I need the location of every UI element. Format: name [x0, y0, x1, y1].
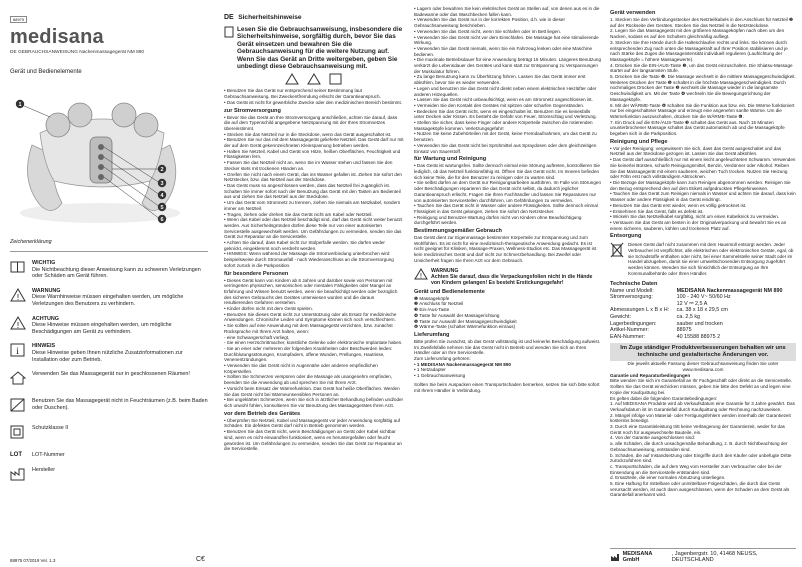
control-item: ❸ Ein-/Aus-Taste — [414, 307, 450, 313]
step: 3. Stecken Sie Ihre Hände durch die Halteschlaufen rechts und links. Sie können durch entsprechenden Zug nach unten die Massagekraft auf Ihrer Position stabilisieren und je nach Stärke des Zuges die Massageintensität individuell regulieren (Laufrichtung der Massageköpfe = höhere Massagewerte). — [610, 39, 788, 62]
symbol-manufacturer — [10, 467, 208, 486]
list-item: • Fassen Sie das Netzteil nicht an, wenn Sie im Wasser stehen und fassen Sie den Stecker stets mit trockenen Händen an. — [224, 160, 393, 171]
list-item: • Wickeln Sie das Netzteilkabel sorgfältig, nicht um einen Kabelknick zu vermeiden. — [610, 214, 780, 220]
list-item: - Sie einen Herzschrittmacher, künstliche Gelenke oder elektronische Implantate haben. — [224, 340, 403, 346]
list-item: • Benutzen Sie das Gerät erst wieder, wenn es völlig getrocknet ist. — [610, 202, 747, 208]
step: 6. Mit der WÄRME-Taste ❻ schalten Sie die Funktion aus bzw. ein. Die Wärme funktioniert nur bei eingeschalteter Massage und erzeugt eine angenehm sanfte Wärme. Um die Wärmefunktion auszuschalten, drücken Sie die WÄRME-Taste ❻. — [610, 102, 795, 119]
crossed-bin-icon — [610, 242, 624, 258]
operation-column — [606, 0, 802, 567]
subheading-garantie: Garantie und Reparaturbedingungen — [610, 372, 691, 378]
paragraph: • Das Gerät ist nicht für gewerbliche Zwecke oder den medizinischen Bereich bestimmt. — [224, 99, 403, 105]
list-item: • Benutzen Sie das Gerät nicht, wenn Beschädigungen an Gerät oder Kabel sichtbar sind, wenn es nicht einwandfrei funktioniert, wenn es heruntergefallen oder feucht geworden ist. Um Gefährdungen zu vermeiden, senden Sie das Gerät zur Reparatur an die Servicestelle. — [224, 429, 402, 452]
list-item: • Tauchen Sie das Gerät nicht in Wasser oder andere Flüssigkeiten. Sollte dennoch einmal Flüssigkeit in das Gerät gelangen, ziehen Sie sofort den Netzstecker. — [414, 203, 598, 214]
warranty-text: 5. Eine Haftung für mittelbare oder unmittelbare Folgeschäden, die durch das Gerät verursacht werden, ist auch dann ausgeschlossen, wenn der Schaden an dem Gerät als Garantiefall anerkannt wird. — [610, 481, 790, 498]
step: 5. Drücken Sie die Taste ❺. Die Massage wechselt in die mittlere Massagegeschwindigkeit. Weiteres Drücken der Taste ❺ schaltet in die höchste Massagegeschwindigkeit. Durch nochmaliges Drücken der Taste ❺ wechselt die Massage wieder in die langsamste Geschwindigkeit um. Mit der Taste ❹ wechseln Sie die Bewegungsrichtung der Massageköpfe. — [610, 74, 796, 102]
list-item: • Sie selbst dürfen an dem Gerät nur Reinigungsarbeiten ausführen. Im Falle von Störungen oder Beschädigungen reparieren Sie das Gerät nicht selbst, da dadurch jeglicher Garantieanspruch erlischt. Fragen Sie Ihren Fachhändler und lassen Sie Reparaturen nur von autorisierten Servicestellen durchführen, um Gefährdungen zu vermeiden. — [414, 180, 601, 203]
lot-icon: LOT — [10, 452, 22, 459]
step: 1. Stecken Sie den Verbindungsstecker des Netzteilkabels in den Anschluss für Netzteil ❷ auf der Rückseite des Gerätes. Stecken Sie das Netzteil in die Netzsteckdose. — [610, 17, 794, 28]
table-row: Gewicht: ca. 2,5 kg — [610, 313, 701, 320]
warranty-text: c. Transportschäden, die auf dem Weg vom Hersteller zum Verbraucher oder bei der Einsendung an die Servicestelle entstanden sind. — [610, 463, 782, 475]
list-item: • Legen und benutzen Sie das Gerät nicht direkt neben einem elektrischen Heizlüfter oder anderen Hitzequellen. — [414, 85, 597, 97]
symbol-label: HINWEIS — [32, 343, 56, 350]
table-row: Abmessungen L x B x H: ca. 38 x 18 x 29,5 cm — [610, 307, 728, 314]
symbol-text: Verwenden Sie das Massagegerät nur in geschlossenen Räumen! — [32, 371, 190, 378]
warning-icons — [224, 73, 404, 85]
symbol-text: LOT-Nummer — [32, 452, 65, 459]
no-shower-icon — [10, 398, 26, 412]
warning-text: Achten Sie darauf, dass die Verpackungsfolien nicht in die Hände von Kindern gelangen! Es besteht Erstickungsgefahr! — [431, 273, 593, 287]
list-item: • Sollten Sie Schmerzen verspüren oder die Massage als unangenehm empfinden, beenden Sie die Anwendung ab und sprechen Sie mit Ihrem Arzt. — [224, 374, 393, 386]
subheading-betrieb: vor dem Betrieb des Gerätes — [224, 410, 301, 417]
list-item: • 1 Gebrauchsanweisung — [414, 373, 466, 379]
paragraph: • Benutzen Sie das Gerät nur entsprechend seiner Bestimmung laut Gebrauchsanweisung. Bei Zweckentfremdung erlischt der Garantieanspruch. — [224, 88, 381, 100]
list-item: • Verwenden Sie das Gerät niemals, wenn Sie ein Fahrzeug lenken oder eine Maschine bedienen. — [414, 45, 593, 57]
caution-triangle-icon — [307, 73, 321, 85]
list-item: • Verwenden Sie das Gerät nicht in Augennähe oder anderen empfindlichen Körperstellen. — [224, 363, 378, 374]
symbol-text: Benutzen Sie das Massagegerät nicht in Feuchträumen (z.B. beim Baden oder Duschen). — [32, 398, 208, 411]
step: 7. Ein Druck auf die EIN-/AUS-Taste ❸ schaltet das Gerät aus. Nach 15 Minuten ununterbrochener Massage schaltet das Gerät automatisch ab und die Massageköpfe begeben sich in die Parkposition. — [610, 119, 785, 137]
warranty-text: b. Schäden, die auf Instandsetzung oder Eingriffe durch den Käufer oder unbefugte Dritte zurückzuführen sind. — [610, 452, 792, 464]
svg-text:!: ! — [420, 272, 422, 280]
safety-column — [218, 0, 408, 567]
version-footer: 88975 07/2019 Ver. 1.3 — [10, 558, 56, 563]
symbol-lot — [10, 452, 208, 459]
list-item: • Dieses Gerät kann von Kindern ab 8 Jahren und darüber sowie von Personen mit verringerten physischen, sensorischen oder mentalen Fähigkeiten oder Mangel an Erfahrung und Wissen benutzt werden, wenn sie beaufsichtigt werden oder bezüglich des sicheren Gebrauchs des Gerätes unterwiesen wurden und die daraus resultierenden Gefahren verstehen. — [224, 277, 398, 306]
paragraph: Das Gerät dient zur Eigenmassage bestimmter Körperteile zur Entspannung und zum Wohlfühlen. Es ist nicht für eine medizinisch-therapeutische Anwendung gedacht. Es ist nicht geeignet für Kliniken, Massage-Praxen, Wellness-Studios etc. Das Massagegerät ist kein medizinisches Gerät und darf nicht zur Schmerzbehandlung. Bei Zweifel oder Unsicherheit fragen Sie Ihren Arzt vor dem Gebrauch. — [414, 235, 597, 263]
section-title: Sicherheitshinweise — [238, 14, 302, 21]
symbol-class2 — [10, 425, 208, 444]
symbol-warnung — [10, 288, 208, 308]
symbol-no-wet — [10, 398, 208, 417]
list-item: • Um das Gerät vom Stromnetz zu trennen, ziehen Sie niemals am Netzkabel, sondern immer am Netzteil. — [224, 200, 401, 211]
list-item: • Benutzen Sie nur das mit dem Massagegerät gelieferte Netzteil. Das Gerät darf nur mit der auf dem Gerät gekennzeichneten Kleinspannung betrieben werden. — [224, 137, 404, 149]
symbol-hinweis — [10, 343, 208, 363]
table-row: Artikel-Nummer: 88975 — [610, 327, 692, 334]
warranty-text: Bitte wenden Sie sich im Garantiefall an Ihr Fachgeschäft oder direkt an die Servicestelle. Sollten Sie das Gerät einschicken müssen, geben Sie bitte den Defekt an und legen eine Kopie der Kaufquittung bei. — [610, 378, 793, 395]
subheading-bestimmung: Bestimmungsgemäßer Gebrauch — [414, 228, 502, 235]
list-item: • Bei ungeklärten Schmerzen, wenn Sie sich in ärztlicher Behandlung befinden und/oder sich unwohl fühlen, konsultieren Sie vor Benutzung des Massagegerätes Ihren Arzt. — [224, 397, 404, 408]
list-item: • Wenn das Kabel oder das Netzteil beschädigt sind, darf das Gerät nicht weiter benutzt werden. Aus Sicherheitsgründen dürfen diese Teile nur von einer autorisierten Servicestelle ausgewechselt werden. Um Gefährdungen zu vermeiden, senden Sie das Gerät zur Reparatur an die Servicestelle. — [224, 217, 403, 240]
book-icon — [224, 26, 234, 38]
list-item: • Vermeiden Sie den Kontakt des Gerätes mit spitzen oder scharfen Gegenständen. — [414, 102, 585, 108]
list-item: • Bedecken Sie das Gerät nicht, wenn es eingeschaltet ist. Benutzen Sie es keinesfalls unter Decken oder Kissen. Es besteht die Gefahr von Feuer, Stromschlag und Verletzung. — [414, 108, 597, 120]
book-icon — [10, 261, 26, 273]
subheading-technik: Technische Daten — [610, 280, 658, 287]
callout-1: 1 — [18, 102, 22, 108]
warranty-text: 1. Auf MEDISANA Produkte wird ab Verkaufsdatum eine Garantie für 3 Jahre gewährt. Das Verkaufsdatum ist im Garantiefall durch Kaufquittung oder Rechnung nachzuweisen. — [610, 401, 795, 412]
device-title: Gerät und Bedienelemente — [10, 69, 82, 75]
table-row: Stromversorgung: 100 - 240 V~ 50/60 Hz — [610, 294, 731, 301]
paragraph: Sollten Sie beim Auspacken einen Transportschaden bemerken, setzen Sie sich bitte sofort mit Ihrem Händler in Verbindung. — [414, 381, 600, 393]
list-item: • Verwenden Sie das Gerät nicht bei Sprühmittel aus Spraydosen oder dem gleichzeitigen Einsatz von Sauerstoff. — [414, 142, 597, 154]
subheading-verwenden: Gerät verwenden — [610, 10, 656, 16]
list-item: • Bevor Sie das Gerät an Ihre Stromversorgung anschließen, achten Sie darauf, dass die auf dem Typenschild angegebene Netzspannung mit der Ihres Stromnetzes übereinstimmt. — [224, 114, 398, 131]
symbol-text: Diese Hinweise müssen eingehalten werden, um mögliche Beschädigungen am Gerät zu verhindern. — [32, 322, 172, 335]
warranty-text: 3. Durch eine Garantieleistung tritt keine Verlängerung der Garantiezeit, weder für das Gerät noch für ausgewechselte Bauteile, ein. — [610, 424, 785, 435]
table-row: Name und Modell: MEDISANA Nackenmassagegerät NM 890 — [610, 287, 783, 294]
list-item: • Das Gerät ist wartungsfrei. Sollte dennoch einmal eine Störung auftreten, kontrollieren Sie lediglich, ob das Netzteil funktionsfähig ist. Öffnen Sie das Gerät nicht. Im Inneren befinden sich keine Teile, die für den Benutzer zu reinigen oder zu warten sind. — [414, 163, 600, 180]
list-item: • Das Gerät darf ausschließlich nur mit einem leicht angefeuchteten Schwamm. Verwenden Sie keinerlei Bürsten, scharfe Reinigungsmittel, Benzin, Verdünner oder Alkohol. Reiben Sie das Massagegerät mit einem sauberen, weichen Tuch trocken. Nutzen Sie Heizung oder Föhn erst nach vollständigem Abtrocknen. — [610, 157, 796, 180]
manufacturer-footer — [610, 548, 796, 563]
warranty-text: d. Ersatzteile, die einer normalen Abnutzung unterliegen. — [610, 475, 726, 481]
list-item: • Achten Sie darauf, dass Kabel nicht zur Stolperfalle werden. Sie dürfen weder geknickt, eingeklemmt noch verdreht werden. — [224, 240, 385, 251]
symbol-label: WARNUNG — [32, 287, 61, 294]
control-item: ❷ Anschluss für Netzteil — [414, 301, 464, 307]
subheading-wartung: für Wartung und Reinigung — [414, 156, 487, 163]
packaging-warning — [414, 268, 602, 287]
symbol-text: Hersteller — [32, 466, 56, 473]
symbol-indoor — [10, 371, 208, 390]
svg-text:!: ! — [16, 320, 20, 330]
control-item: ❹ Taste für Auswahl der Massagerichtung — [414, 312, 500, 318]
brand-logo: medisana — [10, 26, 104, 48]
list-item: • Kinder dürfen nicht mit dem Gerät spielen. — [224, 306, 313, 312]
callout-2: 2 — [160, 167, 164, 173]
list-item: • Stellen Sie sicher, dass keine Finger oder andere Körperteile zwischen die rotierenden Massageköpfe kommen. Verletzungsgefahr! — [414, 120, 593, 131]
legend-caption: Zeichenerklärung — [10, 239, 52, 245]
callout-4: 4 — [160, 193, 164, 199]
step: 4. Drücken Sie die EIN-/AUS-Taste ❸, um das Gerät einzuschalten. Die Shiatsu-Massage startet auf der langsamsten Stufe. — [610, 62, 793, 74]
cover-column — [0, 0, 218, 567]
change-notice-banner: Im Zuge ständiger Produktverbesserungen behalten wir uns technische und gestalterische Änderungen vor. — [610, 343, 796, 361]
table-row: EAN-Nummer: 40 15588 88975 2 — [610, 333, 721, 340]
callout-6: 6 — [160, 217, 164, 223]
svg-text:!: ! — [16, 292, 20, 302]
website-line[interactable]: Die jeweils aktuelle Fassung dieser Gebrauchsanweisung finden Sie unter www.medisana.com — [627, 361, 779, 372]
info-icon — [10, 343, 26, 357]
list-item: • Tragen, ziehen oder drehen Sie das Gerät nicht am Kabel oder Netzteil. — [224, 211, 373, 217]
subheading-strom: zur Stromversorgung — [224, 107, 281, 114]
step: 2. Legen Sie das Massagegerät mit den größeren Massageköpfen nach oben um den Nacken, sodass es auf den Schultern gleichmäßig aufliegt. — [610, 28, 785, 40]
symbol-label: WICHTIG — [32, 260, 56, 266]
warning-title: WARNUNG — [431, 267, 459, 274]
language-tag: DE — [224, 14, 234, 21]
list-item: • Verwenden Sie das Gerät nicht, wenn Sie schlafen oder im Bett liegen. — [414, 28, 561, 34]
warranty-text: Es gelten dabei die folgenden Garantiebedingungen: — [610, 395, 718, 401]
manufacturer-address: , Jagenbergstr. 10, 41468 NEUSS, DEUTSCHLAND — [671, 551, 758, 563]
list-item: • Lagern oder bewahren Sie kein elektrisches Gerät an Stellen auf, von denen aus es in die Badewanne oder das Waschbecken fallen kann. — [414, 6, 600, 17]
list-item: • HINWEIS: Wenn während der Massage die Stromverbindung unterbrochen wird beispielsweise durch Stromausfall - nach Wiederanschluss an die Stromversorgung sofort zurück in die Parkposition. — [224, 251, 394, 268]
subheading-reinigung: Reinigung und Pflege — [610, 138, 668, 145]
double-square-icon — [10, 425, 26, 439]
list-item: • Zu lange Benutzung kann zu Überhitzung führen. Lassen Sie das Gerät immer erst abkühlen, bevor Sie es wieder verwenden. — [414, 74, 586, 86]
list-item: • Überprüfen Sie Netzteil, Kabel und Massagegerät vor jeder Anwendung sorgfältig auf Schäden. Ein defektes Gerät darf nicht in Betrieb genommen werden. — [224, 417, 401, 429]
list-item: • Vorsicht beim Einsatz der Wärmefunktion. Das Gerät hat heiße Oberflächen. Werden Sie das Gerät nicht bei Wärmeunsensiblen Personen an. — [224, 385, 400, 397]
list-item: • Stecken Sie das Netzteil nur in die Steckdose, wenn das Gerät ausgeschaltet ist. — [224, 131, 392, 137]
list-item: - eine Schwangerschaft vorliegt, — [224, 334, 290, 340]
list-item: • Tauchen Sie das Gerät zum Reinigen niemals in Wasser und achten Sie darauf, dass kein Wasser oder andere Flüssigkeit in das Gerät eindringt. — [610, 191, 796, 203]
subheading-entsorgung: Entsorgung — [610, 233, 642, 240]
warning-triangle-icon — [285, 73, 299, 85]
table-row: 12 V ⎓ 2,5 A — [676, 300, 708, 307]
symbol-text: Die Nichtbeachtung dieser Anweisung kann zu schweren Verletzungen oder Schäden am Gerät führen. — [32, 266, 201, 280]
control-item: ❻ Wärme-Taste (schaltet Wärmefunktion ein/aus) — [414, 324, 516, 330]
subheading-personen: für besondere Personen — [224, 270, 289, 277]
list-item: • 1 Netzadapter — [414, 367, 446, 373]
symbol-achtung — [10, 316, 208, 336]
symbol-text: Diese Warnhinweise müssen eingehalten werden, um mögliche Verletzungen des Benutzers zu verhindern. — [32, 294, 184, 307]
factory-icon — [610, 553, 620, 562]
divider — [10, 251, 208, 252]
warranty-text: 4. Von der Garantie ausgeschlossen sind: — [610, 435, 696, 441]
list-item: - Sie an einer oder mehreren der folgenden Krankheiten oder Beschwerden leiden: Durchblutungsstörungen, Krampfadern, offene Wunden, Prellungen, Hautrisse, Venenentzündungen. — [224, 345, 393, 363]
list-item: • Die maximale Betriebsdauer für eine Anwendung beträgt 15 Minuten. Längeres Benutzung verkürzt die Lebensdauer des Gerätes und kann statt zur Entspannung zu Verspannungen der Muskulatur führen. — [414, 57, 602, 74]
document-subtitle: DE GEBRAUCHSANWEISUNG Nackenmassagegerät NM 890 — [10, 50, 145, 55]
list-item: • Entnehmen Sie das Gerät, falls es defekt ist. — [610, 208, 704, 214]
paragraph: Dieses Gerät darf nicht zusammen mit dem Hausmüll entsorgt werden. Jeder Verbraucher ist verpflichtet, alle elektrischen oder elektronischen Geräte, egal, ob sie Schadstoffe enthalten oder nicht, bei einer Sammelstelle seiner Stadt oder im Handel abzugeben, damit sie einer umweltschonenden Entsorgung zugeführt werden können. Wenden Sie sich hinsichtlich der Entsorgung an Ihre Kommunalbehörde oder Ihren Händler. — [628, 242, 794, 276]
factory-icon — [10, 467, 26, 481]
device-illustration — [10, 85, 205, 235]
list-item: • Reinigung und Benutzer-Wartung dürfen nicht von Kindern ohne Beaufsichtigung durchgeführt werden. — [414, 214, 582, 226]
list-item: • Greifen Sie nicht nach einem Gerät, das ins Wasser gefallen ist. Ziehen Sie sofort den Netzstecker, bzw. das Netzteil aus der Steckdose. — [224, 171, 402, 183]
massager-drawing — [10, 85, 205, 235]
control-item: ❶ Massageköpfe — [414, 295, 450, 301]
safety-lead: Lesen Sie die Gebrauchsanweisung, insbesondere die Sicherheitshinweise, sorgfältig durch, bevor Sie das Gerät einsetzen und bewahren Sie die Gebrauchsanweisung für die weitere Nutzung auf. Wenn Sie das Gerät an Dritte weitergeben, geben Sie unbedingt diese Gebrauchsanweisung mit. — [237, 26, 403, 71]
list-item: • Verwenden Sie das Gerät nicht vor dem Einschlafen. Die Massage hat eine stimulierende Wirkung. — [414, 34, 599, 46]
usage-column — [410, 0, 606, 567]
disposal-block — [610, 242, 796, 276]
control-item: ❺ Taste zur Auswahl der Massagegeschwindigkeit — [414, 318, 517, 324]
list-item: • Verwenden Sie das Gerät nur in der korrekten Position, d.h. wie in dieser Gebrauchsanweisung beschrieben. — [414, 17, 565, 29]
info-icon — [329, 73, 343, 85]
warning-triangle-icon — [414, 268, 428, 280]
warning-triangle-icon — [10, 288, 26, 302]
subheading-bedien: Gerät und Bedienelemente — [414, 288, 485, 295]
callout-3: 3 — [160, 181, 164, 187]
paragraph: Bitte prüfen Sie zunächst, ob das Gerät vollständig ist und keinerlei Beschädigung aufweist. Im Zweifelsfalle nehmen Sie das Gerät nicht in Betrieb und wenden Sie sich an Ihren Händler oder an Ihre Servicestelle. — [414, 338, 601, 356]
symbol-text: Schutzklasse II — [32, 425, 69, 432]
symbol-wichtig — [10, 260, 208, 280]
caution-triangle-icon — [10, 316, 26, 330]
list-item: • Vor jeder Reinigung: vergewissern Sie sich, dass das Gerät ausgeschaltet und das Netzteil aus der Steckdose gezogen ist. Lassen Sie das Gerät abkühlen. — [610, 145, 782, 157]
callout-5: 5 — [160, 205, 164, 211]
warranty-text: 2. Mängel infolge von Material- oder Fertigungsfehlern werden innerhalb der Garantiezeit kostenlos beseitigt. — [610, 412, 791, 424]
paragraph: Zum Lieferumfang gehören: — [414, 356, 471, 362]
house-icon — [10, 371, 26, 385]
svg-text:i: i — [16, 346, 19, 357]
tech-data-table — [610, 288, 796, 341]
list-item: • Nutzen Sie keine Zubehörteilen mit der Gerät, keine Fremdaufnahmen, um das Gerät zu benutzen. — [414, 131, 597, 143]
list-item: • Lassen Sie das Gerät nicht unbeaufsichtigt, wenn es am Stromnetz angeschlossen ist. — [414, 97, 593, 103]
list-item: • Das Gerät muss so angeschlossen werden, dass das Netzteil frei zugänglich ist. Schalten Sie immer sofort nach der Benutzung das Gerät mit den Tasten am Bedienteil aus und ziehen Sie das Netzteil aus der Steckdose. — [224, 182, 401, 200]
list-item: • Benutzen Sie dieses Gerät nicht zur Unterstützung oder als Ersatz für medizinische Anwendungen. Chronische Leiden und Symptome können sich noch verschlechtern. — [224, 311, 397, 323]
list-item: • Halten Sie Netzteil, Kabel und Gerät von Hitze, heißen Oberflächen, Feuchtigkeit und Flüssigkeiten fern. — [224, 148, 401, 160]
list-item: • Sie sollten auf eine Anwendung mit dem Massagegerät verzichten, bzw. zunächst Rücksprache mit Ihrem Arzt halten, wenn: — [224, 323, 393, 334]
symbol-text: Diese Hinweise geben Ihnen nützliche Zusatzinformationen zur Installation oder zum Betrieb. — [32, 349, 183, 363]
warranty-text: a. alle Schäden, die durch unsachgemäße Behandlung, z. B. durch Nichtbeachtung der Gebrauchsanweisung, entstanden sind. — [610, 441, 788, 452]
symbol-label: ACHTUNG — [32, 315, 59, 322]
manufacturer-name: MEDISANA GmbH — [622, 551, 653, 563]
list-item: • 1 MEDISANA Nackenmassagegerät NM 890 — [414, 361, 511, 367]
product-code: 88975 — [10, 16, 27, 23]
subheading-liefer: Lieferumfang — [414, 331, 450, 338]
list-item: • Die Bezüge der Massageköpfe kann zum Reinigen abgenommen werden. Reinigen Sie den Bezug entsprechend den auf dem Etikett aufgedruckten Pflegehinweisen. — [610, 179, 791, 191]
list-item: • Verstauen Sie das Gerät am besten in der Originalverpackung und bewahrt Sie es an einem sicheren, sauberen, kühlen und trockenen Platz auf. — [610, 219, 787, 231]
ce-mark-icon: C€ — [196, 556, 205, 563]
table-row: Lagerbedingungen: sauber und trocken — [610, 320, 723, 327]
